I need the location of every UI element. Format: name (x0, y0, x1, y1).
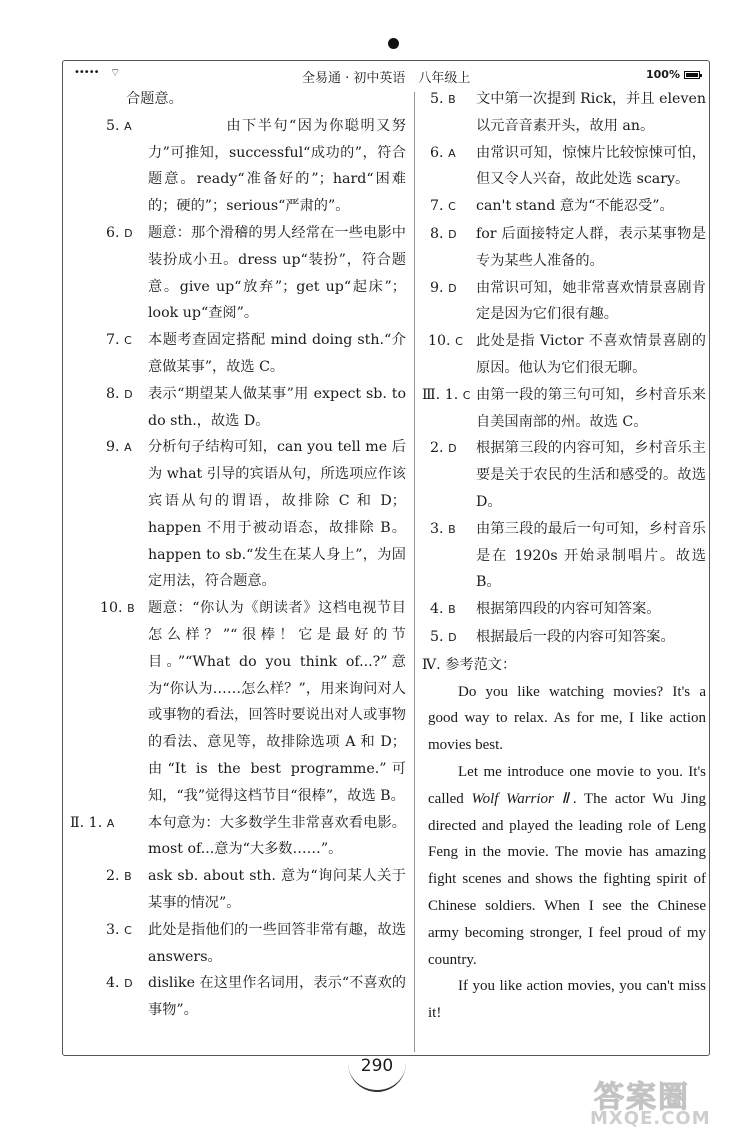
answer-number: 9. D (430, 279, 457, 296)
essay-paragraph: Do you like watching movies? It's a good way to relax. As for me, I like action movies best. (428, 683, 706, 754)
answer-number: 8. D (430, 225, 457, 242)
book-title: 全易通 · 初中英语 八年级上 (302, 71, 471, 86)
movie-title: Wolf Warrior Ⅱ (471, 790, 573, 807)
answer-text: 本题考查固定搭配 mind doing sth.“介意做某事”，故选 C。 (148, 332, 406, 375)
answer-item (70, 970, 406, 1024)
watermark (590, 1072, 740, 1132)
answer-number: 5. B (430, 91, 456, 107)
answer-text: dislike 在这里作名词用，表示“不喜欢的事物”。 (148, 975, 406, 1019)
answer-text: 本句意为：大多数学生非常喜欢看电影。most of...意为“大多数……”。 (148, 814, 406, 858)
watermark-url: MXQE.COM (590, 1108, 711, 1129)
answer-item (70, 863, 406, 917)
answer-text: 分析句子结构可知，can you tell me 后为 what 引导的宾语从句，所选项应作该宾语从句的谓语，故排除 C 和 D；happen 不用于被动语态，故排除 B。happen to sb.“发生在某人身上”，为固定用法，符合题意。 (148, 439, 406, 590)
answer-text: 此处是指 Victor 不喜欢情景喜剧的原因。他认为它们很无聊。 (476, 333, 706, 376)
answer-text: 根据第三段的内容可知，乡村音乐主要是关于农民的生活和感受的。故选 D。 (476, 440, 706, 510)
answer-item (422, 382, 706, 436)
answer-number: 4. D (106, 975, 133, 992)
answer-item (422, 435, 706, 515)
wifi-icon: ⌔ (110, 66, 121, 79)
column-divider (414, 92, 415, 1052)
camera-dot (388, 38, 399, 49)
answer-item (70, 220, 406, 327)
answer-number: 2. B (106, 868, 132, 885)
answer-text: can't stand 意为“不能忍受”。 (476, 198, 674, 215)
answer-text: for 后面接特定人群，表示某事物是专为某些人准备的。 (476, 225, 706, 269)
battery-icon (684, 71, 700, 79)
answer-text: 此处是指他们的一些回答非常有趣，故选 answers。 (148, 921, 406, 965)
answer-text: 题意：那个滑稽的男人经常在一些电影中装扮成小丑。dress up“装扮”，符合题意。give up“放弃”；get up“起床”；look up“查阅”。 (148, 224, 406, 322)
answer-number: 9. A (106, 439, 132, 456)
page-number: 290 (360, 1056, 394, 1076)
answer-number: Ⅲ. 1. C (422, 386, 471, 403)
essay-paragraph: Let me introduce one movie to you. It's called Wolf Warrior Ⅱ. The actor Wu Jing directed and played the leading role of Leng Feng in the movie. The movie has amazing fight scenes and shows the fighting spirit of Chinese soldiers. When I see the Chinese army becoming stronger, I feel proud of my country. (428, 763, 706, 968)
answer-text: 由常识可知，惊悚片比较惊悚可怕，但又令人兴奋，故此处选 scary。 (476, 144, 706, 188)
answer-number: 7. C (106, 332, 132, 349)
battery-percentage: 100% (646, 68, 680, 81)
answer-item (70, 595, 406, 809)
answer-item (422, 328, 706, 382)
essay-heading: Ⅳ. 参考范文： (422, 656, 517, 673)
essay-paragraph: If you like action movies, you can't miss it! (428, 978, 706, 1022)
answer-text: 题意：“你认为《朗读者》这档电视节目怎么样？”“很棒！它是最好的节目。”“What do you think of...?”意为“你认为……怎么样？”，用来询问对人或事物的看法，回答时要说出对人或事物的看法、意见等，故排除选项 A 和 D；由“It is the best programme.”可知，“我”觉得这档节目“很棒”，故选 B。 (148, 600, 406, 804)
answer-number: 10. C (428, 333, 463, 350)
right-column (422, 86, 706, 1027)
answer-item (70, 810, 406, 864)
answer-text: 表示“期望某人做某事”用 expect sb. to do sth.，故选 D。 (148, 385, 406, 429)
answer-number: 3. B (430, 520, 456, 537)
answer-item (422, 516, 706, 596)
answer-text: 由第三段的最后一句可知，乡村音乐是在 1920s 开始录制唱片。故选 B。 (476, 520, 706, 591)
answer-text: 合题意。 (126, 91, 183, 107)
answer-item (70, 86, 406, 113)
answer-number: 6. A (430, 144, 456, 161)
answer-text: 由第一段的第三句可知，乡村音乐来自美国南部的州。故选 C。 (476, 386, 706, 430)
answer-text: ask sb. about sth. 意为“询问某人关于某事的情况”。 (148, 868, 406, 911)
status-bar (62, 64, 710, 86)
answer-number: 6. D (106, 224, 133, 241)
answer-item (422, 193, 706, 221)
answer-item (70, 917, 406, 971)
answer-item (70, 381, 406, 435)
watermark-logo: 答案圈 (594, 1080, 690, 1115)
answer-item (422, 275, 706, 329)
answer-item (70, 113, 406, 220)
answer-number: 2. D (430, 440, 457, 457)
answer-item (422, 596, 706, 624)
answer-number: 7. C (430, 198, 456, 215)
answer-text: 由下半句“因为你聪明又努力”可推知，successful“成功的”，符合题意。ready“准备好的”；hard“困难的；硬的”；serious“严肃的”。 (148, 117, 406, 215)
answer-number: 5. D (430, 628, 457, 645)
answer-item (422, 140, 706, 194)
answer-number: 3. C (106, 921, 132, 938)
answer-item (70, 434, 406, 595)
answer-number: Ⅱ. 1. A (70, 814, 115, 831)
answer-text: 根据最后一段的内容可知答案。 (476, 628, 675, 645)
answer-number: 5. A (106, 117, 132, 134)
answer-text: 根据第四段的内容可知答案。 (476, 601, 661, 618)
answer-item (422, 86, 706, 140)
signal-icon: ••••• (74, 67, 99, 78)
answer-item (422, 221, 706, 275)
answer-number: 10. B (100, 600, 135, 617)
answer-number: 8. D (106, 385, 133, 402)
answer-item (422, 624, 706, 652)
sample-essay (422, 679, 706, 1027)
left-column (70, 86, 406, 1024)
answer-number: 4. B (430, 601, 456, 618)
answer-item (70, 327, 406, 381)
answer-text: 由常识可知，她非常喜欢情景喜剧肯定是因为它们很有趣。 (476, 279, 706, 323)
answer-text: 文中第一次提到 Rick，并且 eleven 以元音音素开头，故用 an。 (476, 91, 706, 134)
